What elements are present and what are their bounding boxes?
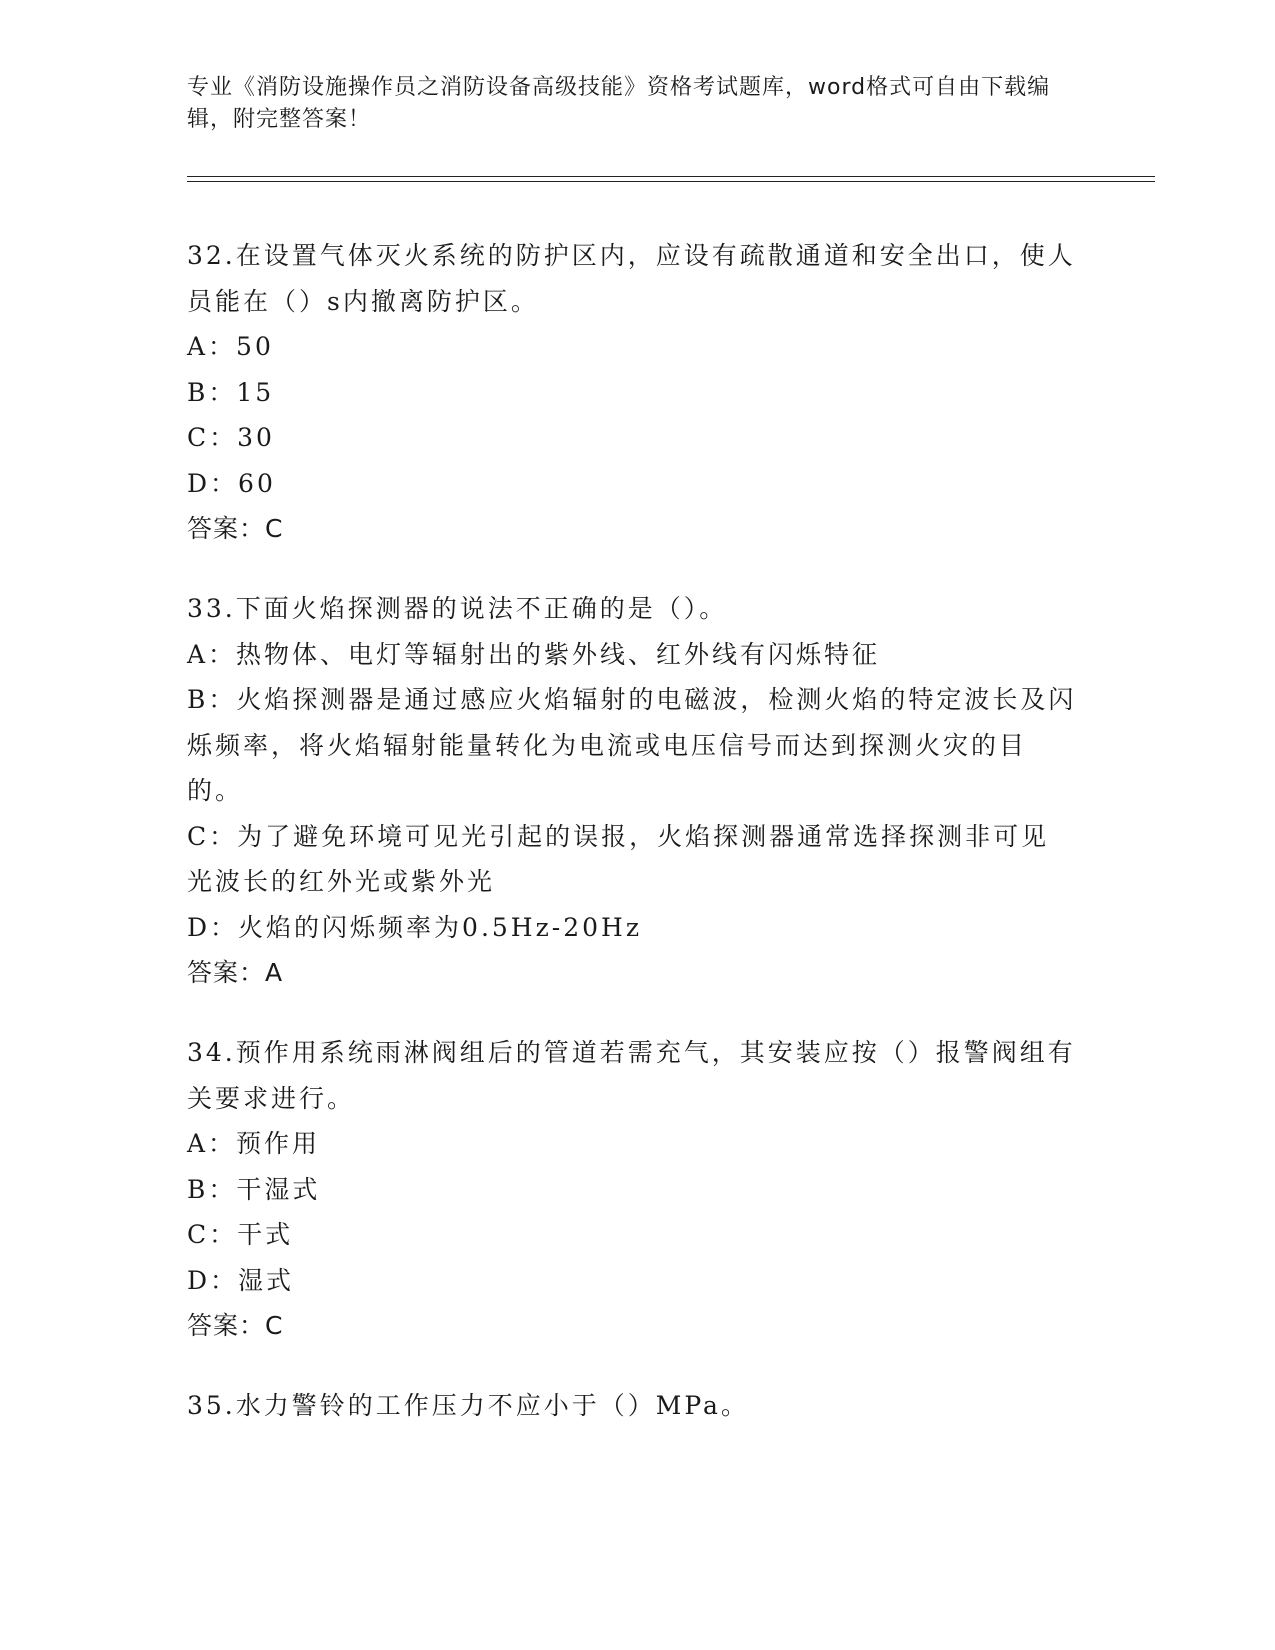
option-d: D：湿式: [187, 1265, 295, 1295]
option-b: B：干湿式: [187, 1174, 321, 1204]
question-32: [187, 233, 1077, 552]
question-list: [187, 233, 1077, 1463]
header-divider-bottom: [187, 181, 1155, 182]
option-d: D：60: [187, 468, 276, 498]
option-a: A：50: [187, 332, 274, 361]
option-d: D：火焰的闪烁频率为0.5Hz-20Hz: [187, 912, 643, 942]
header-text: 专业《消防设施操作员之消防设备高级技能》资格考试题库，word格式可自由下载编辑，附完整答案！: [187, 75, 1051, 132]
option-c: C：为了避免环境可见光引起的误报，火焰探测器通常选择探测非可见光波长的红外光或紫外光: [187, 821, 1050, 896]
answer-line: 答案：A: [187, 958, 284, 987]
question-stem: 32.在设置气体灭火系统的防护区内，应设有疏散通道和安全出口，使人员能在（）s内撤离防护区。: [187, 241, 1076, 316]
question-stem: 35.水力警铃的工作压力不应小于（）MPa。: [187, 1391, 749, 1420]
question-stem: 33.下面火焰探测器的说法不正确的是（）。: [187, 594, 728, 623]
option-a: A：预作用: [187, 1129, 321, 1158]
option-c: C：30: [187, 423, 275, 452]
question-33: [187, 586, 1077, 996]
option-a: A：热物体、电灯等辐射出的紫外线、红外线有闪烁特征: [187, 639, 881, 669]
option-b: B：15: [187, 377, 275, 407]
header-divider-top: [187, 176, 1155, 177]
question-35: [187, 1383, 1077, 1429]
answer-line: 答案：C: [187, 514, 284, 543]
question-34: [187, 1030, 1077, 1349]
answer-line: 答案：C: [187, 1311, 284, 1340]
document-header: [187, 72, 1067, 136]
option-c: C：干式: [187, 1220, 294, 1249]
question-stem: 34.预作用系统雨淋阀组后的管道若需充气，其安装应按（）报警阀组有关要求进行。: [187, 1038, 1076, 1113]
option-b: B：火焰探测器是通过感应火焰辐射的电磁波，检测火焰的特定波长及闪烁频率，将火焰辐射能量转化为电流或电压信号而达到探测火灾的目的。: [187, 685, 1077, 805]
